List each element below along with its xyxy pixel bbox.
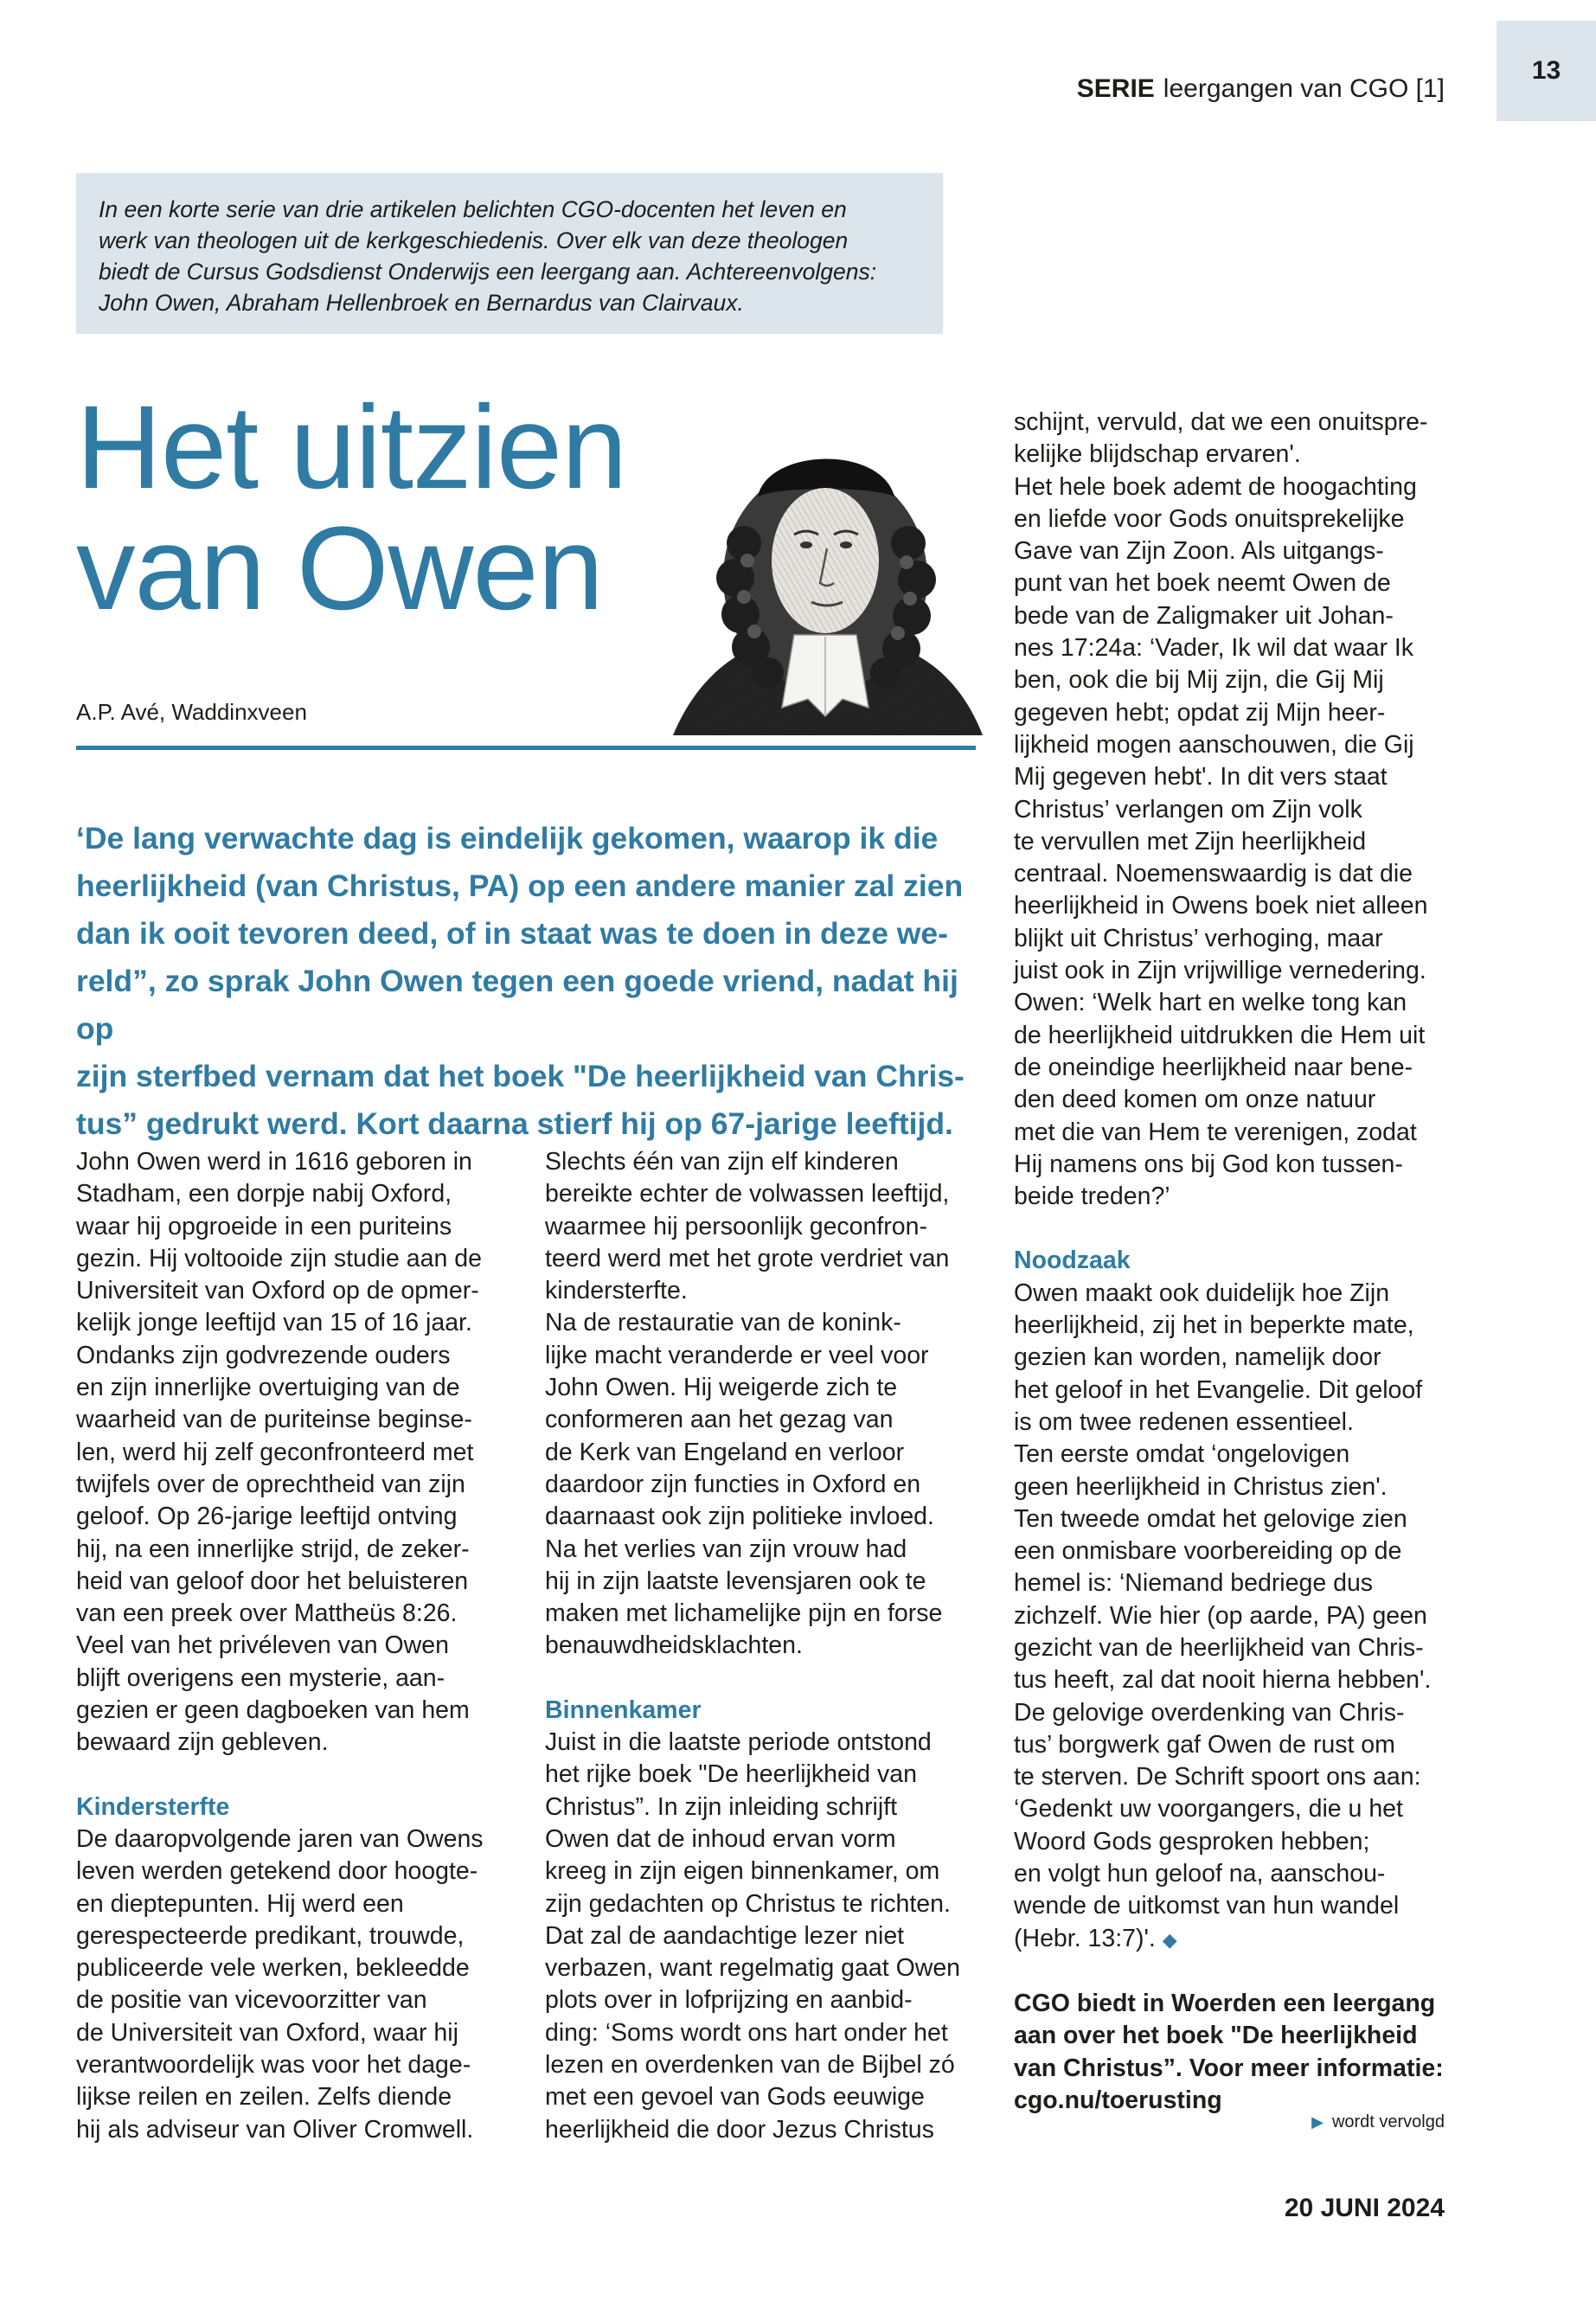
lead-paragraph — [76, 815, 984, 1148]
lead-line: tus” gedrukt werd. Kort daarna stierf hij op 67-jarige leeftijd. — [76, 1106, 953, 1141]
text-line: maken met lichamelijke pijn en forse — [545, 1599, 943, 1628]
text-line: Owen maakt ook duidelijk hoe Zijn — [1014, 1279, 1390, 1307]
text-fragment: (Hebr. 13:7)'. — [1014, 1924, 1156, 1952]
title-line: van Owen — [76, 503, 603, 635]
text-line: het rijke boek "De heerlijkheid van — [545, 1760, 917, 1789]
intro-box — [76, 173, 943, 334]
text-line: ‘Gedenkt uw voorgangers, die u het — [1014, 1795, 1403, 1823]
title-line: Het uitzien — [76, 381, 627, 514]
paragraph — [545, 1727, 995, 2146]
text-line: plots over in lofprijzing en aanbid- — [545, 1986, 913, 2015]
text-line: en dieptepunten. Hij werd een — [76, 1889, 404, 1918]
text-line — [1014, 1923, 1464, 1956]
text-line: schijnt, vervuld, dat we een onuitspre- — [1014, 408, 1428, 436]
section-heading: Noodzaak — [1014, 1247, 1131, 1275]
text-line: en volgt hun geloof na, aanschou- — [1014, 1860, 1386, 1888]
text-line: te vervullen met Zijn heerlijkheid — [1014, 827, 1367, 856]
text-line: daarnaast ook zijn politieke invloed. — [545, 1503, 934, 1531]
lead-line: dan ik ooit tevoren deed, of in staat was te doen in deze we- — [76, 916, 948, 951]
text-line: Na het verlies van zijn vrouw had — [545, 1535, 907, 1563]
text-line: bede van de Zaligmaker uit Johan- — [1014, 601, 1394, 630]
text-line: benauwdheidsklachten. — [545, 1631, 803, 1660]
text-line: hij, na een innerlijke strijd, de zeker- — [76, 1535, 470, 1563]
text-line: verbazen, want regelmatig gaat Owen — [545, 1954, 961, 1983]
intro-line: John Owen, Abraham Hellenbroek en Bernardus van Clairvaux. — [99, 290, 744, 316]
text-line: lezen en overdenken van de Bijbel zó — [545, 2051, 955, 2080]
text-line: Woord Gods gesproken hebben; — [1014, 1827, 1370, 1856]
text-line: daardoor zijn functies in Oxford en — [545, 1470, 921, 1498]
lead-line: heerlijkheid (van Christus, PA) op een andere manier zal zien — [76, 868, 964, 903]
text-line: gerespecteerde predikant, trouwde, — [76, 1921, 465, 1950]
text-line: John Owen. Hij weigerde zich te — [545, 1374, 898, 1402]
promo-line: aan over het boek "De heerlijkheid — [1014, 2022, 1418, 2050]
text-line: Christus”. In zijn inleiding schrijft — [545, 1792, 898, 1821]
text-line: te sterven. De Schrift spoort ons aan: — [1014, 1763, 1421, 1791]
text-line: Universiteit van Oxford op de opmer- — [76, 1277, 479, 1305]
text-line: met een gevoel van Gods eeuwige — [545, 2083, 925, 2112]
paragraph — [76, 1823, 526, 2146]
text-line: teerd werd met het grote verdriet van — [545, 1244, 950, 1272]
text-line: ben, ook die bij Mij zijn, die Gij Mij — [1014, 666, 1384, 695]
text-line: Na de restauratie van de konink- — [545, 1309, 901, 1337]
paragraph — [76, 1146, 526, 1759]
text-line: Stadham, een dorpje nabij Oxford, — [76, 1180, 452, 1208]
text-line: tus’ borgwerk gaf Owen de rust om — [1014, 1730, 1395, 1759]
text-line: Christus’ verlangen om Zijn volk — [1014, 795, 1362, 824]
text-line: heerlijkheid die door Jezus Christus — [545, 2115, 934, 2144]
text-line: geen heerlijkheid in Christus zien'. — [1014, 1472, 1388, 1501]
text-line: hij als adviseur van Oliver Cromwell. — [76, 2115, 474, 2144]
text-line: leven werden getekend door hoogte- — [76, 1857, 478, 1886]
page-number: 13 — [1497, 21, 1596, 121]
intro-text — [99, 194, 929, 318]
text-line: kindersterfte. — [545, 1277, 688, 1305]
text-line: punt van het boek neemt Owen de — [1014, 569, 1391, 598]
text-line: Owen: ‘Welk hart en welke tong kan — [1014, 989, 1407, 1017]
promo-note — [1014, 1988, 1464, 2117]
text-line: nes 17:24a: ‘Vader, Ik wil dat waar Ik — [1014, 634, 1414, 663]
text-line: kelijk jonge leeftijd van 15 of 16 jaar. — [76, 1309, 472, 1337]
continued-label: wordt vervolgd — [1331, 2112, 1445, 2131]
text-line: Het hele boek ademt de hoogachting — [1014, 472, 1417, 501]
text-line: waar hij opgroeide in een puriteins — [76, 1212, 452, 1240]
text-line: gezicht van de heerlijkheid van Chris- — [1014, 1633, 1424, 1662]
text-line: John Owen werd in 1616 geboren in — [76, 1148, 472, 1176]
promo-line: CGO biedt in Woerden een leergang — [1014, 1989, 1436, 2017]
text-line: lijke macht veranderde er veel voor — [545, 1341, 929, 1369]
text-line: bewaard zijn gebleven. — [76, 1728, 329, 1757]
text-line: Dat zal de aandachtige lezer niet — [545, 1921, 905, 1950]
text-line: waarheid van de puriteinse beginse- — [76, 1406, 472, 1434]
article-title — [76, 381, 682, 635]
text-line: De daaropvolgende jaren van Owens — [76, 1824, 484, 1853]
play-arrow-icon: ▶ — [1311, 2113, 1324, 2131]
text-line: heerlijkheid in Owens boek niet alleen — [1014, 892, 1428, 920]
text-line: verantwoordelijk was voor het dage- — [76, 2051, 471, 2080]
text-line: met die van Hem te verenigen, zodat — [1014, 1118, 1417, 1146]
text-line: hemel is: ‘Niemand bedriege dus — [1014, 1569, 1374, 1598]
text-line: de positie van vicevoorzitter van — [76, 1986, 427, 2015]
series-header — [1077, 74, 1445, 104]
intro-line: In een korte serie van drie artikelen belichten CGO-docenten het leven en — [99, 196, 847, 222]
byline: A.P. Avé, Waddinxveen — [76, 699, 307, 725]
paragraph — [1014, 1278, 1464, 1956]
text-line: Owen dat de inhoud ervan vorm — [545, 1824, 896, 1853]
text-line: is om twee redenen essentieel. — [1014, 1407, 1354, 1436]
text-line: wende de uitkomst van hun wandel — [1014, 1892, 1400, 1920]
text-line: len, werd hij zelf geconfronteerd met — [76, 1438, 474, 1466]
lead-line: reld”, zo sprak John Owen tegen een goede vriend, nadat hij op — [76, 964, 958, 1046]
continued-note — [1311, 2112, 1445, 2132]
text-line: Mij gegeven hebt'. In dit vers staat — [1014, 763, 1388, 792]
text-line: Juist in die laatste periode ontstond — [545, 1728, 932, 1757]
text-line: zijn gedachten op Christus te richten. — [545, 1889, 951, 1918]
promo-link[interactable]: cgo.nu/toerusting — [1014, 2086, 1222, 2114]
paragraph — [545, 1146, 995, 1663]
text-line: de Kerk van Engeland en verloor — [545, 1438, 905, 1466]
text-line: bereikte echter de volwassen leeftijd, — [545, 1180, 950, 1208]
text-line: beide treden?’ — [1014, 1183, 1170, 1211]
series-title: leergangen van CGO [1] — [1163, 74, 1445, 103]
text-line: lijkse reilen en zeilen. Zelfs diende — [76, 2083, 452, 2112]
title-divider — [76, 746, 976, 750]
text-line: Veel van het privéleven van Owen — [76, 1631, 449, 1660]
text-line: de oneindige heerlijkheid naar bene- — [1014, 1053, 1413, 1081]
text-line: juist ook in Zijn vrijwillige vernedering. — [1014, 957, 1426, 985]
text-line: heid van geloof door het beluisteren — [76, 1567, 469, 1595]
promo-line: van Christus”. Voor meer informatie: — [1014, 2054, 1444, 2082]
text-line: centraal. Noemenswaardig is dat die — [1014, 860, 1413, 888]
lead-line: zijn sterfbed vernam dat het boek "De heerlijkheid van Chris- — [76, 1059, 965, 1093]
end-of-article-icon: ◆ — [1162, 1928, 1177, 1951]
text-line: hij in zijn laatste levensjaren ook te — [545, 1567, 926, 1595]
text-line: Gave van Zijn Zoon. Als uitgangs- — [1014, 537, 1384, 566]
text-line: Ten tweede omdat het gelovige zien — [1014, 1504, 1407, 1533]
paragraph — [1014, 407, 1464, 1213]
lead-line: ‘De lang verwachte dag is eindelijk gekomen, waarop ik die — [76, 821, 939, 856]
series-label: SERIE — [1076, 74, 1155, 103]
text-line: den deed komen om onze natuur — [1014, 1086, 1376, 1114]
body-column-3 — [1014, 407, 1464, 2117]
text-line: van een preek over Mattheüs 8:26. — [76, 1599, 458, 1628]
text-line: gezien er geen dagboeken van hem — [76, 1696, 470, 1725]
intro-line: biedt de Cursus Godsdienst Onderwijs een leergang aan. Achtereenvolgens: — [99, 259, 877, 285]
section-heading: Kindersterfte — [76, 1792, 230, 1821]
text-line: Hij namens ons bij God kon tussen- — [1014, 1150, 1403, 1178]
portrait-illustration — [664, 413, 986, 735]
text-line: waarmee hij persoonlijk geconfron- — [545, 1212, 927, 1240]
issue-date: 20 JUNI 2024 — [1284, 2194, 1445, 2222]
text-line: blijft overigens een mysterie, aan- — [76, 1663, 445, 1692]
text-line: het geloof in het Evangelie. Dit geloof — [1014, 1375, 1423, 1404]
text-line: en liefde voor Gods onuitsprekelijke — [1014, 504, 1405, 533]
text-line: conformeren aan het gezag van — [545, 1406, 894, 1434]
text-line: De gelovige overdenking van Chris- — [1014, 1698, 1405, 1727]
text-line: twijfels over de oprechtheid van zijn — [76, 1470, 465, 1498]
body-column-2 — [545, 1146, 995, 2146]
text-line: Slechts één van zijn elf kinderen — [545, 1148, 899, 1176]
body-column-1 — [76, 1146, 526, 2146]
text-line: ding: ‘Soms wordt ons hart onder het — [545, 2018, 948, 2047]
text-line: gegeven hebt; opdat zij Mijn heer- — [1014, 698, 1386, 727]
text-line: gezin. Hij voltooide zijn studie aan de — [76, 1244, 482, 1272]
text-line: tus heeft, zal dat nooit hierna hebben'. — [1014, 1666, 1432, 1695]
text-line: een onmisbare voorbereiding op de — [1014, 1537, 1402, 1566]
intro-line: werk van theologen uit de kerkgeschiedenis. Over elk van deze theologen — [99, 228, 849, 253]
text-line: publiceerde vele werken, bekleedde — [76, 1954, 470, 1983]
text-line: heerlijkheid, zij het in beperkte mate, — [1014, 1311, 1414, 1340]
text-line: de Universiteit van Oxford, waar hij — [76, 2018, 458, 2047]
text-line: zichzelf. Wie hier (op aarde, PA) geen — [1014, 1601, 1427, 1630]
text-line: blijkt uit Christus’ verhoging, maar — [1014, 924, 1383, 952]
text-line: gezien kan worden, namelijk door — [1014, 1343, 1381, 1372]
text-line: kelijke blijdschap ervaren'. — [1014, 440, 1301, 469]
text-line: Ten eerste omdat ‘ongelovigen — [1014, 1440, 1350, 1469]
text-line: geloof. Op 26-jarige leeftijd ontving — [76, 1503, 458, 1531]
text-line: kreeg in zijn eigen binnenkamer, om — [545, 1857, 940, 1886]
text-line: en zijn innerlijke overtuiging van de — [76, 1374, 460, 1402]
text-line: lijkheid mogen aanschouwen, die Gij — [1014, 730, 1414, 759]
text-line: de heerlijkheid uitdrukken die Hem uit — [1014, 1021, 1426, 1049]
text-line: Ondanks zijn godvrezende ouders — [76, 1341, 451, 1369]
section-heading: Binnenkamer — [545, 1695, 702, 1724]
